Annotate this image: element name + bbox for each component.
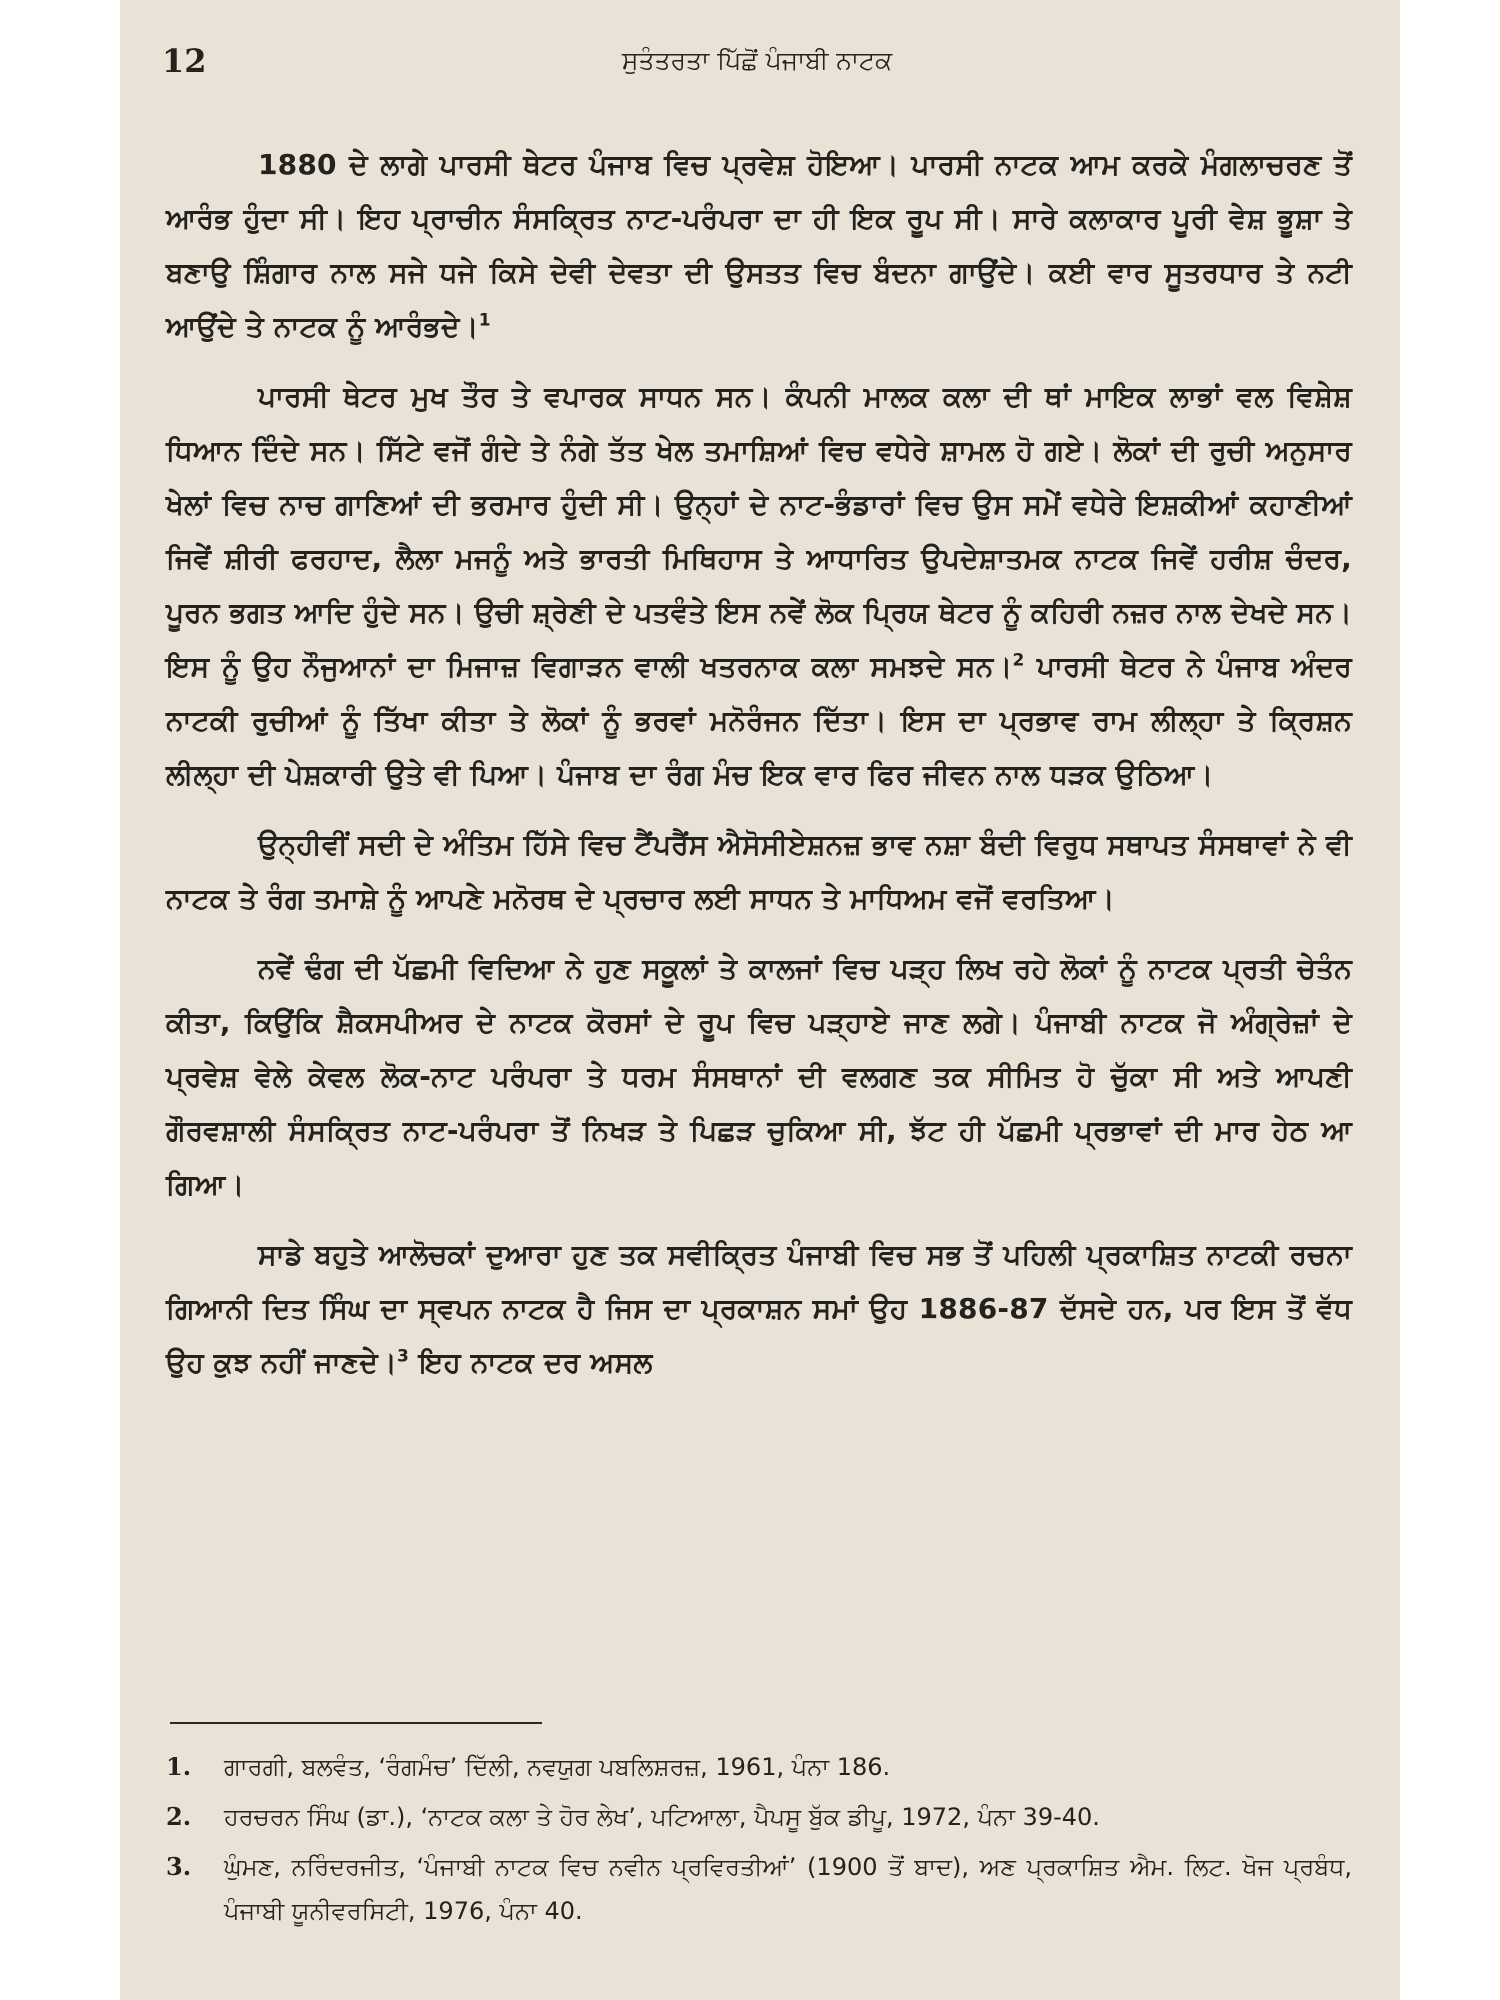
footnotes [166, 1745, 1352, 1939]
paragraph [166, 1228, 1352, 1390]
paragraph-text: 1880 ਦੇ ਲਾਗੇ ਪਾਰਸੀ ਥੇਟਰ ਪੰਜਾਬ ਵਿਚ ਪ੍ਰਵੇਸ਼ ਹੋਇਆ। ਪਾਰਸੀ ਨਾਟਕ ਆਮ ਕਰਕੇ ਮੰਗਲਾਚਰਣ ਤੋਂ ਆਰੰਭ ਹੁੰਦਾ ਸੀ। ਇਹ ਪ੍ਰਾਚੀਨ ਸੰਸਕ੍ਰਿਤ ਨਾਟ-ਪਰੰਪਰਾ ਦਾ ਹੀ ਇਕ ਰੂਪ ਸੀ। ਸਾਰੇ ਕਲਾਕਾਰ ਪੂਰੀ ਵੇਸ਼ ਭੂਸ਼ਾ ਤੇ ਬਣਾਉ ਸ਼ਿੰਗਾਰ ਨਾਲ ਸਜੇ ਧਜੇ ਕਿਸੇ ਦੇਵੀ ਦੇਵਤਾ ਦੀ ਉਸਤਤ ਵਿਚ ਬੰਦਨਾ ਗਾਉਂਦੇ। ਕਈ ਵਾਰ ਸੂਤਰਧਾਰ ਤੇ ਨਟੀ ਆਉਂਦੇ ਤੇ ਨਾਟਕ ਨੂੰ ਆਰੰਭਦੇ। [166, 148, 1352, 343]
paragraph-text: ਉਨ੍ਹੀਵੀਂ ਸਦੀ ਦੇ ਅੰਤਿਮ ਹਿੱਸੇ ਵਿਚ ਟੈਂਪਰੈਂਸ ਐਸੋਸੀਏਸ਼ਨਜ਼ ਭਾਵ ਨਸ਼ਾ ਬੰਦੀ ਵਿਰੁਧ ਸਥਾਪਤ ਸੰਸਥਾਵਾਂ ਨੇ ਵੀ ਨਾਟਕ ਤੇ ਰੰਗ ਤਮਾਸ਼ੇ ਨੂੰ ਆਪਣੇ ਮਨੋਰਥ ਦੇ ਪ੍ਰਚਾਰ ਲਈ ਸਾਧਨ ਤੇ ਮਾਧਿਅਮ ਵਜੋਂ ਵਰਤਿਆ। [166, 828, 1352, 915]
paragraph [166, 138, 1352, 354]
paragraph-text-continued: ਪਾਰਸੀ ਥੇਟਰ ਨੇ ਪੰਜਾਬ ਅੰਦਰ ਨਾਟਕੀ ਰੁਚੀਆਂ ਨੂੰ ਤਿੱਖਾ ਕੀਤਾ ਤੇ ਲੋਕਾਂ ਨੂੰ ਭਰਵਾਂ ਮਨੋਰੰਜਨ ਦਿੱਤਾ। ਇਸ ਦਾ ਪ੍ਰਭਾਵ ਰਾਮ ਲੀਲ੍ਹਾ ਤੇ ਕ੍ਰਿਸ਼ਨ ਲੀਲ੍ਹਾ ਦੀ ਪੇਸ਼ਕਾਰੀ ਉਤੇ ਵੀ ਪਿਆ। ਪੰਜਾਬ ਦਾ ਰੰਗ ਮੰਚ ਇਕ ਵਾਰ ਫਿਰ ਜੀਵਨ ਨਾਲ ਧੜਕ ਉਠਿਆ। [166, 650, 1352, 791]
footnote [166, 1795, 1352, 1839]
paragraph-text-continued: ਇਹ ਨਾਟਕ ਦਰ ਅਸਲ [409, 1346, 653, 1379]
footnote-number: 2. [166, 1802, 192, 1831]
footnote-text: ਹਰਚਰਨ ਸਿੰਘ (ਡਾ.), ‘ਨਾਟਕ ਕਲਾ ਤੇ ਹੋਰ ਲੇਖ’, ਪਟਿਆਲਾ, ਪੈਪਸੂ ਬੁੱਕ ਡੀਪੂ, 1972, ਪੰਨਾ 39-40. [224, 1803, 1100, 1831]
running-title: ਸੁਤੰਤਰਤਾ ਪਿੱਛੋਂ ਪੰਜਾਬੀ ਨਾਟਕ [621, 46, 893, 75]
footnote [166, 1845, 1352, 1933]
footnote-reference: 3 [397, 1346, 410, 1367]
page-number: 12 [162, 42, 207, 80]
book-page [150, 0, 1364, 2000]
paragraph-text: ਨਵੇਂ ਢੰਗ ਦੀ ਪੱਛਮੀ ਵਿਦਿਆ ਨੇ ਹੁਣ ਸਕੂਲਾਂ ਤੇ ਕਾਲਜਾਂ ਵਿਚ ਪੜ੍ਹ ਲਿਖ ਰਹੇ ਲੋਕਾਂ ਨੂੰ ਨਾਟਕ ਪ੍ਰਤੀ ਚੇਤੰਨ ਕੀਤਾ, ਕਿਉਂਕਿ ਸ਼ੈਕਸਪੀਅਰ ਦੇ ਨਾਟਕ ਕੋਰਸਾਂ ਦੇ ਰੂਪ ਵਿਚ ਪੜ੍ਹਾਏ ਜਾਣ ਲਗੇ। ਪੰਜਾਬੀ ਨਾਟਕ ਜੋ ਅੰਗ੍ਰੇਜ਼ਾਂ ਦੇ ਪ੍ਰਵੇਸ਼ ਵੇਲੇ ਕੇਵਲ ਲੋਕ-ਨਾਟ ਪਰੰਪਰਾ ਤੇ ਧਰਮ ਸੰਸਥਾਨਾਂ ਦੀ ਵਲਗਣ ਤਕ ਸੀਮਿਤ ਹੋ ਚੁੱਕਾ ਸੀ ਅਤੇ ਆਪਣੀ ਗੌਰਵਸ਼ਾਲੀ ਸੰਸਕ੍ਰਿਤ ਨਾਟ-ਪਰੰਪਰਾ ਤੋਂ ਨਿਖੜ ਤੇ ਪਿਛੜ ਚੁਕਿਆ ਸੀ, ਝੱਟ ਹੀ ਪੱਛਮੀ ਪ੍ਰਭਾਵਾਂ ਦੀ ਮਾਰ ਹੇਠ ਆ ਗਿਆ। [166, 952, 1352, 1201]
footnote-number: 1. [166, 1752, 192, 1781]
footnote [166, 1745, 1352, 1789]
footnote-reference: 2 [1012, 650, 1025, 671]
footnote-text: ਘੁੰਮਣ, ਨਰਿੰਦਰਜੀਤ, ‘ਪੰਜਾਬੀ ਨਾਟਕ ਵਿਚ ਨਵੀਨ ਪ੍ਰਵਿਰਤੀਆਂ’ (1900 ਤੋਂ ਬਾਦ), ਅਣ ਪ੍ਰਕਾਸ਼ਿਤ ਐਮ. ਲਿਟ. ਖੋਜ ਪ੍ਰਬੰਧ, ਪੰਜਾਬੀ ਯੂਨੀਵਰਸਿਟੀ, 1976, ਪੰਨਾ 40. [224, 1853, 1352, 1925]
page-header [150, 42, 1364, 86]
body-text [166, 138, 1352, 1406]
footnote-divider [170, 1722, 542, 1724]
footnote-number: 3. [166, 1852, 192, 1881]
footnote-text: ਗਾਰਗੀ, ਬਲਵੰਤ, ‘ਰੰਗਮੰਚ’ ਦਿੱਲੀ, ਨਵਯੁਗ ਪਬਲਿਸ਼ਰਜ਼, 1961, ਪੰਨਾ 186. [224, 1753, 891, 1781]
paragraph-text: ਪਾਰਸੀ ਥੇਟਰ ਮੁਖ ਤੌਰ ਤੇ ਵਪਾਰਕ ਸਾਧਨ ਸਨ। ਕੰਪਨੀ ਮਾਲਕ ਕਲਾ ਦੀ ਥਾਂ ਮਾਇਕ ਲਾਭਾਂ ਵਲ ਵਿਸ਼ੇਸ਼ ਧਿਆਨ ਦਿੰਦੇ ਸਨ। ਸਿੱਟੇ ਵਜੋਂ ਗੰਦੇ ਤੇ ਨੰਗੇ ਤੱਤ ਖੇਲ ਤਮਾਸ਼ਿਆਂ ਵਿਚ ਵਧੇਰੇ ਸ਼ਾਮਲ ਹੋ ਗਏ। ਲੋਕਾਂ ਦੀ ਰੁਚੀ ਅਨੁਸਾਰ ਖੇਲਾਂ ਵਿਚ ਨਾਚ ਗਾਣਿਆਂ ਦੀ ਭਰਮਾਰ ਹੁੰਦੀ ਸੀ। ਉਨ੍ਹਾਂ ਦੇ ਨਾਟ-ਭੰਡਾਰਾਂ ਵਿਚ ਉਸ ਸਮੇਂ ਵਧੇਰੇ ਇਸ਼ਕੀਆਂ ਕਹਾਣੀਆਂ ਜਿਵੇਂ ਸ਼ੀਰੀ ਫਰਹਾਦ, ਲੈਲਾ ਮਜਨੂੰ ਅਤੇ ਭਾਰਤੀ ਮਿਥਿਹਾਸ ਤੇ ਆਧਾਰਿਤ ਉਪਦੇਸ਼ਾਤਮਕ ਨਾਟਕ ਜਿਵੇਂ ਹਰੀਸ਼ ਚੰਦਰ, ਪੂਰਨ ਭਗਤ ਆਦਿ ਹੁੰਦੇ ਸਨ। ਉਚੀ ਸ਼੍ਰੇਣੀ ਦੇ ਪਤਵੰਤੇ ਇਸ ਨਵੇਂ ਲੋਕ ਪ੍ਰਿਯ ਥੇਟਰ ਨੂੰ ਕਹਿਰੀ ਨਜ਼ਰ ਨਾਲ ਦੇਖਦੇ ਸਨ। ਇਸ ਨੂੰ ਉਹ ਨੌਜੁਆਨਾਂ ਦਾ ਮਿਜਾਜ਼ ਵਿਗਾੜਨ ਵਾਲੀ ਖਤਰਨਾਕ ਕਲਾ ਸਮਝਦੇ ਸਨ। [166, 380, 1353, 683]
paragraph [166, 818, 1352, 926]
footnote-reference: 1 [478, 310, 491, 331]
paragraph [166, 942, 1352, 1212]
scanned-page [120, 0, 1400, 2000]
paragraph [166, 370, 1352, 802]
paragraph-text: ਸਾਡੇ ਬਹੁਤੇ ਆਲੋਚਕਾਂ ਦੁਆਰਾ ਹੁਣ ਤਕ ਸਵੀਕ੍ਰਿਤ ਪੰਜਾਬੀ ਵਿਚ ਸਭ ਤੋਂ ਪਹਿਲੀ ਪ੍ਰਕਾਸ਼ਿਤ ਨਾਟਕੀ ਰਚਨਾ ਗਿਆਨੀ ਦਿਤ ਸਿੰਘ ਦਾ ਸ੍ਵਪਨ ਨਾਟਕ ਹੈ ਜਿਸ ਦਾ ਪ੍ਰਕਾਸ਼ਨ ਸਮਾਂ ਉਹ 1886-87 ਦੱਸਦੇ ਹਨ, ਪਰ ਇਸ ਤੋਂ ਵੱਧ ਉਹ ਕੁਝ ਨਹੀਂ ਜਾਣਦੇ। [166, 1238, 1352, 1379]
